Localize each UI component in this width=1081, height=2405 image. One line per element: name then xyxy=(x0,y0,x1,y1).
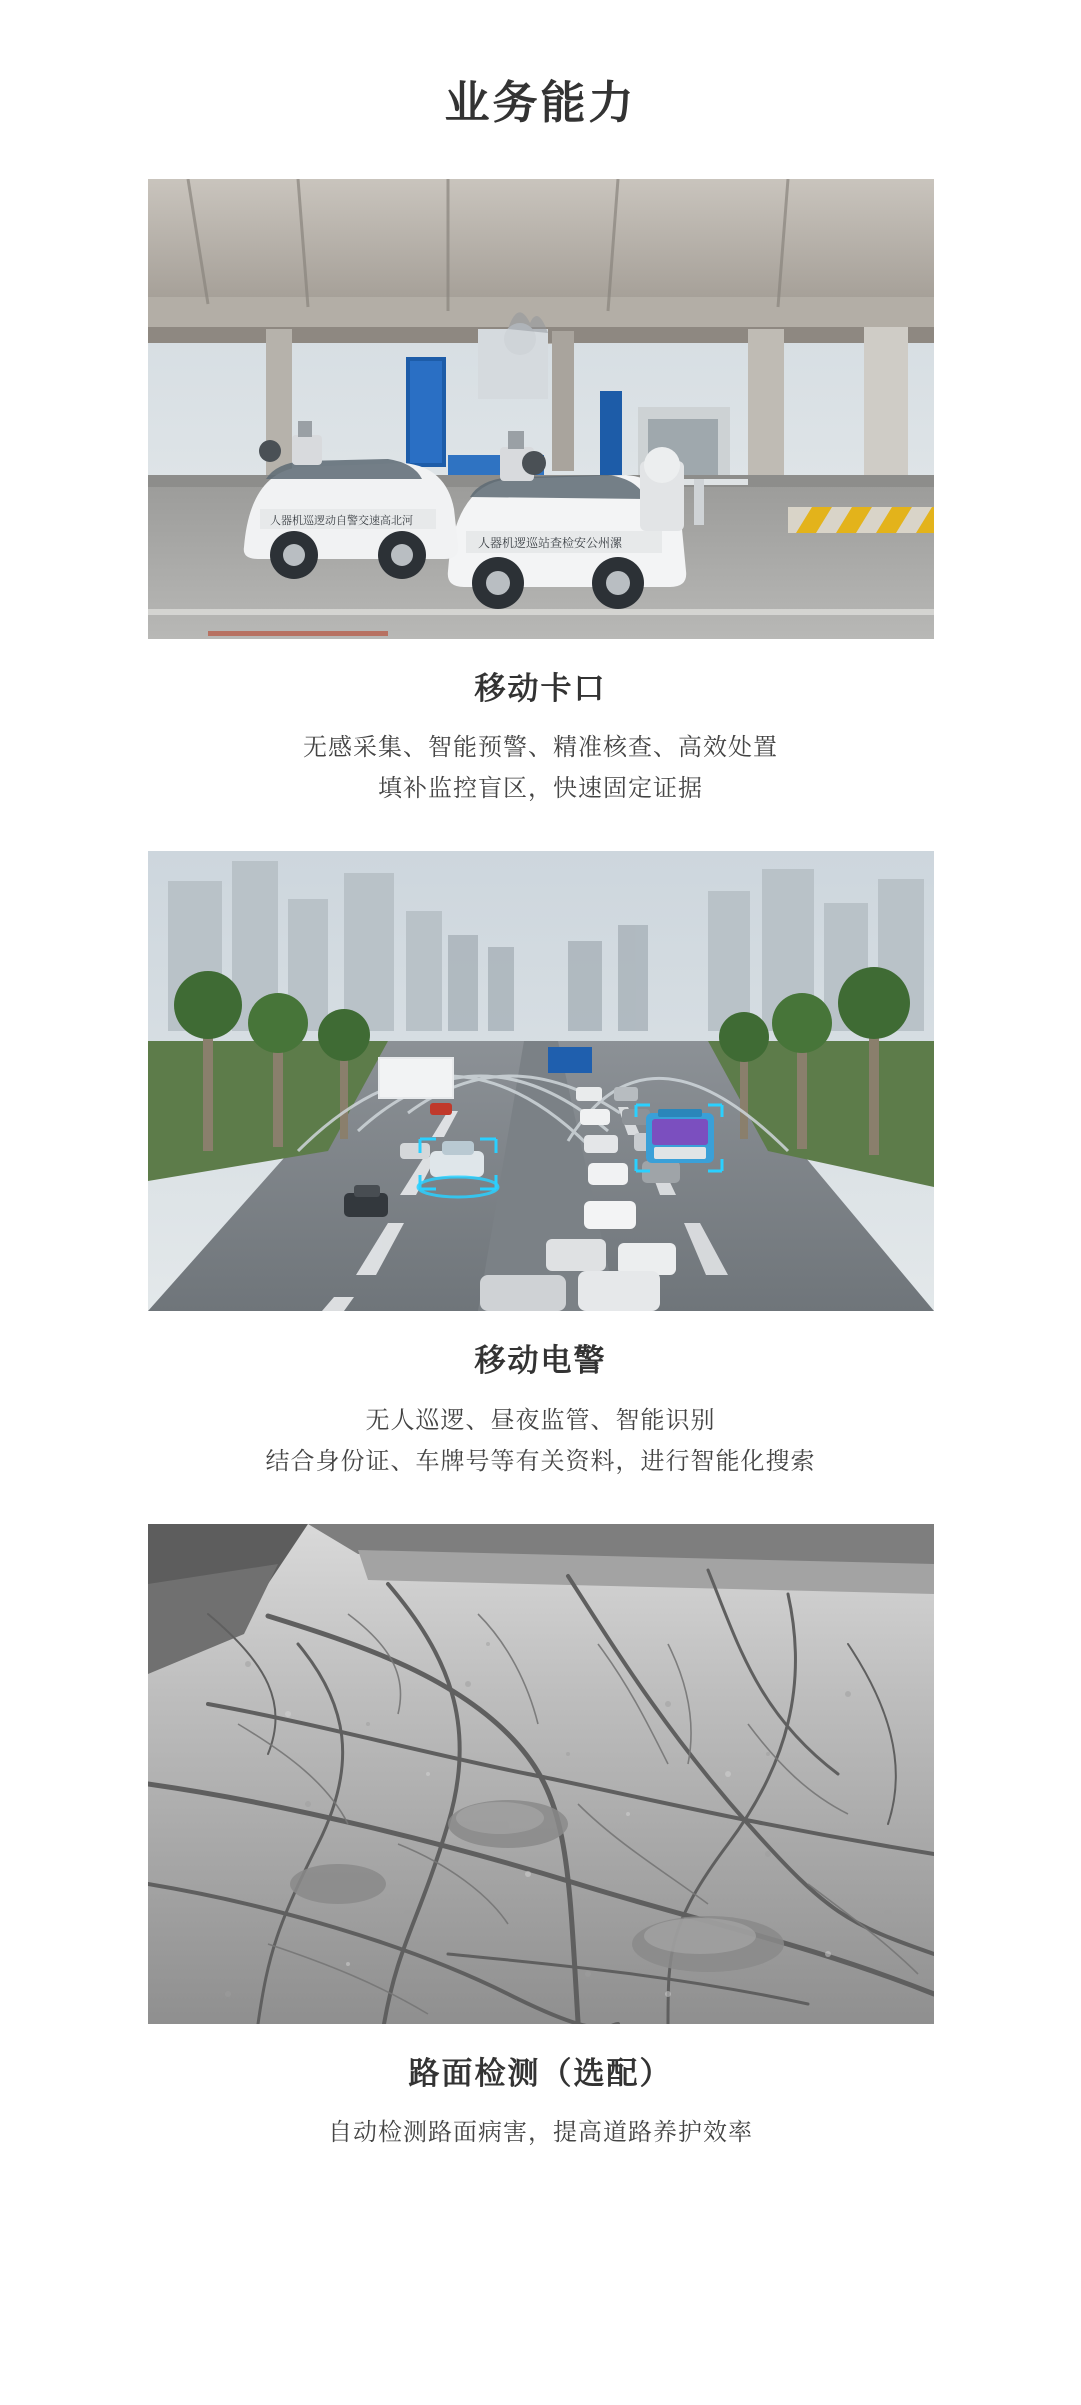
capability-section-mobile-traffic-police xyxy=(0,851,1081,1482)
section-description-line: 自动检测路面病害，提高道路养护效率 xyxy=(328,2119,753,2147)
section-description-line: 无感采集、智能预警、精准核查、高效处置 xyxy=(303,733,778,761)
urban-traffic-monitoring-photo xyxy=(148,851,934,1311)
section-description-line: 填补监控盲区，快速固定证据 xyxy=(378,775,703,803)
section-description xyxy=(303,727,778,810)
capability-section-road-inspection xyxy=(0,1524,1081,2154)
toll-station-patrol-vehicles-photo xyxy=(148,179,934,639)
section-title: 路面检测（选配） xyxy=(408,2056,673,2092)
svg-text:人器机逻巡站查检安公州漯: 人器机逻巡站查检安公州漯 xyxy=(477,535,622,550)
section-description xyxy=(266,1400,816,1483)
section-description xyxy=(328,2112,753,2153)
section-description-line: 无人巡逻、昼夜监管、智能识别 xyxy=(365,1406,716,1434)
road-surface-crack-photo xyxy=(148,1524,934,2024)
svg-text:人器机巡逻动自警交速高北河: 人器机巡逻动自警交速高北河 xyxy=(269,514,413,527)
section-description-line: 结合身份证、车牌号等有关资料，进行智能化搜索 xyxy=(265,1447,816,1475)
capability-section-mobile-checkpoint xyxy=(0,179,1081,810)
section-title: 移动卡口 xyxy=(474,670,607,706)
section-title: 移动电警 xyxy=(474,1343,607,1379)
page-title: 业务能力 xyxy=(444,77,637,128)
